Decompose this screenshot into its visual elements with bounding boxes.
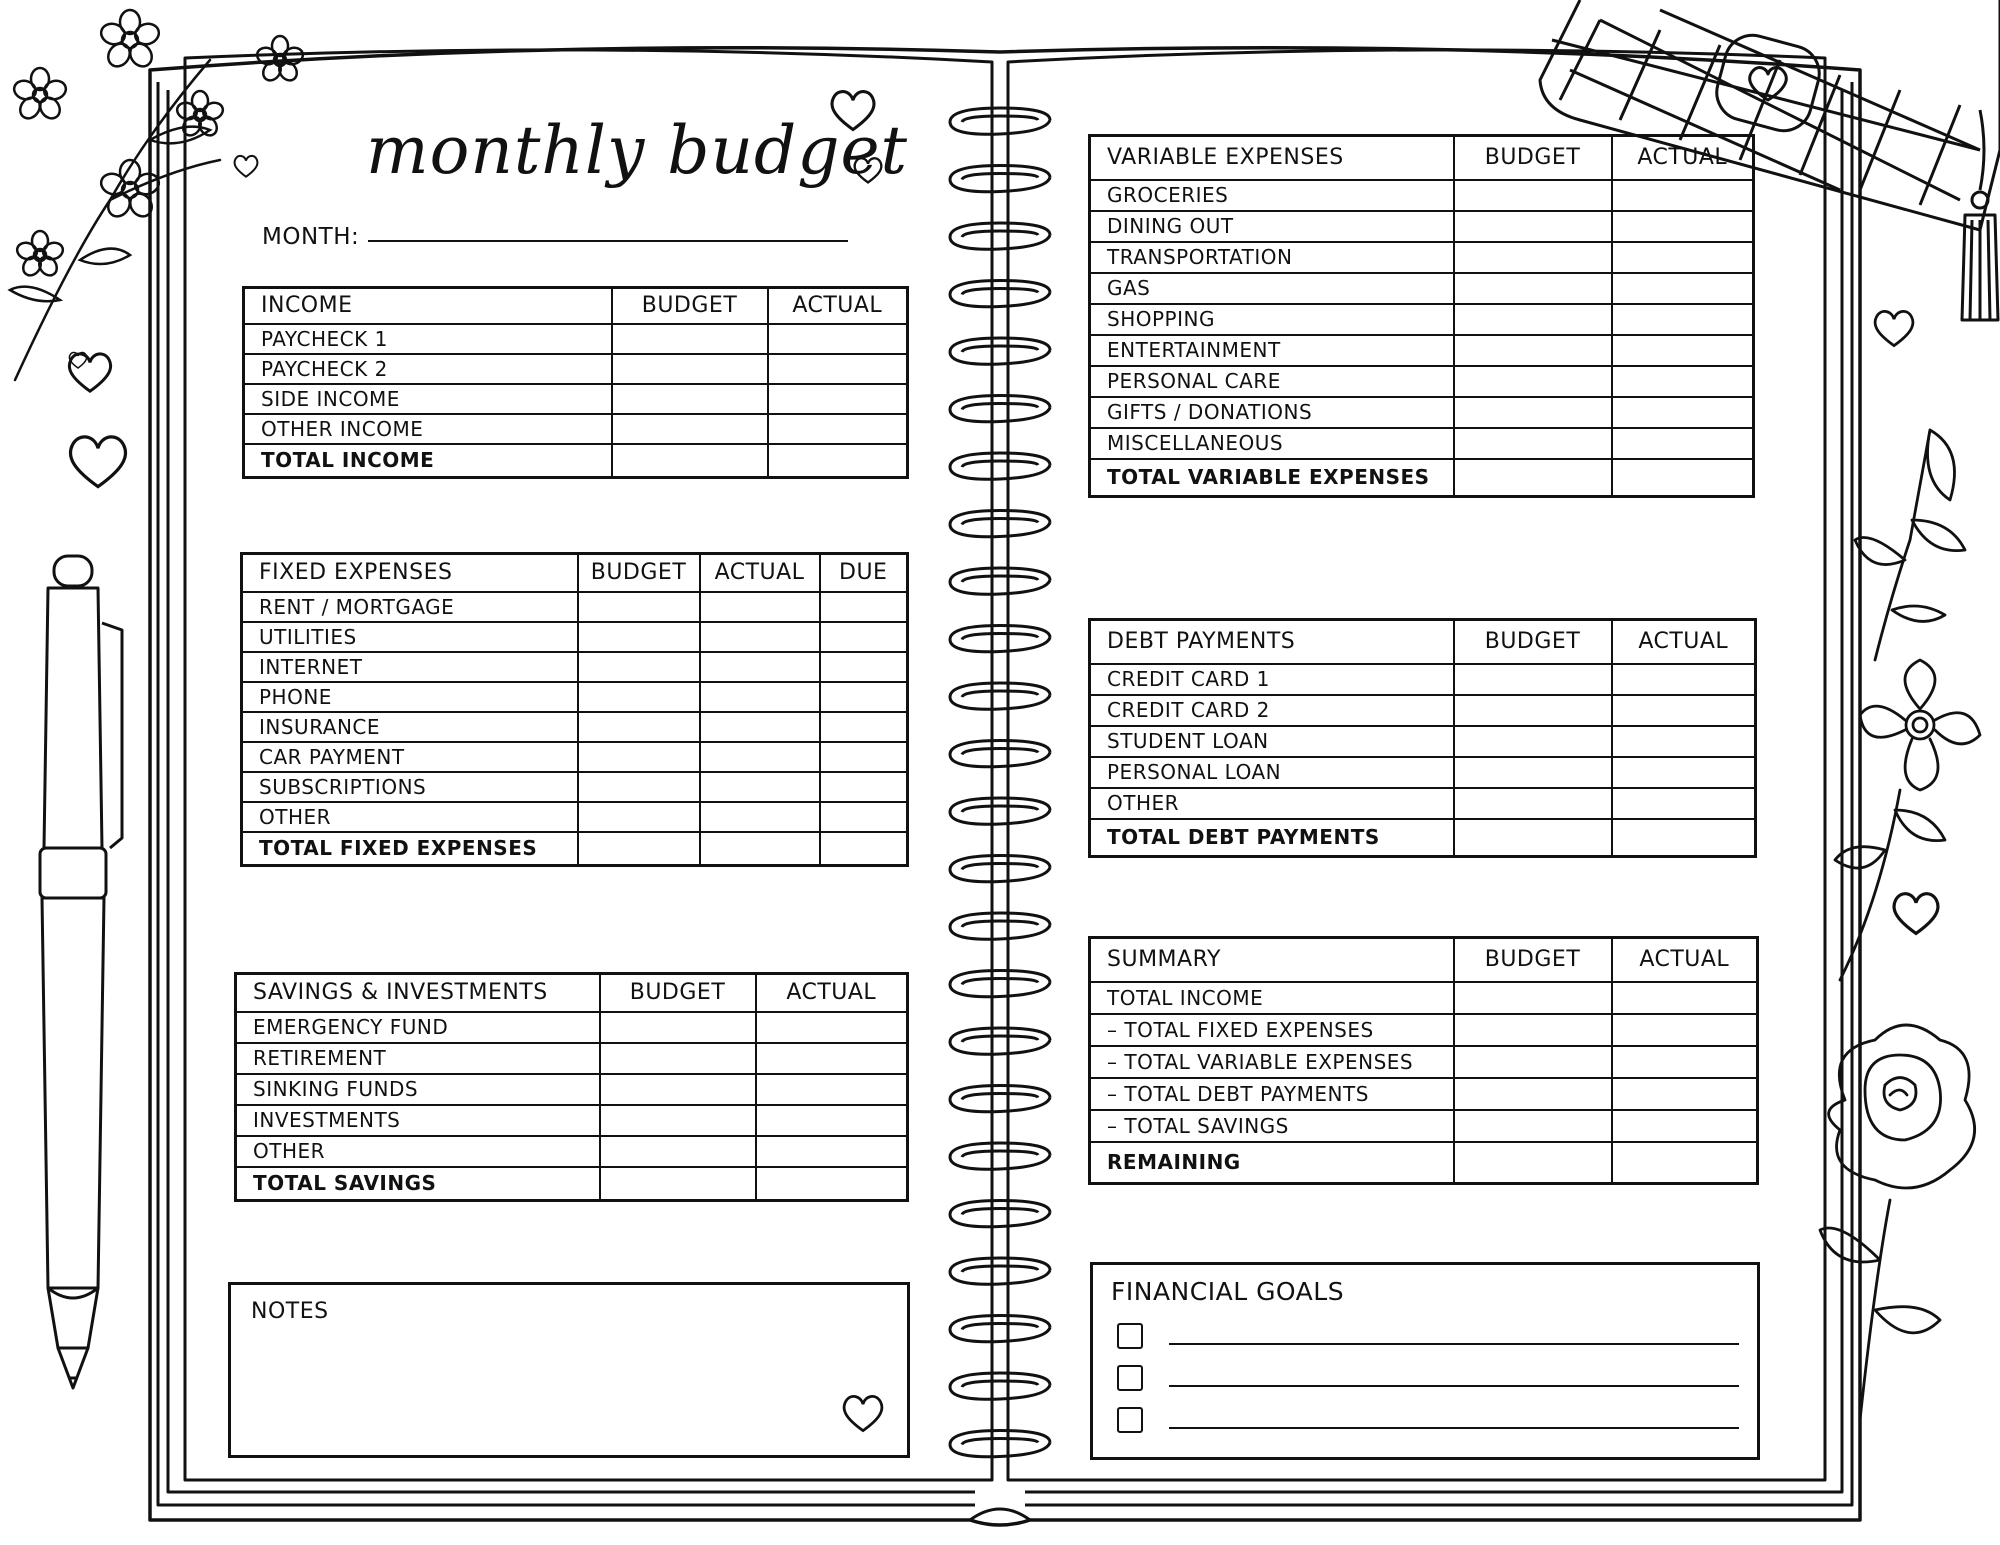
row-label: GAS [1090,273,1454,304]
table-row [1090,757,1756,788]
heart-icon [66,350,114,394]
row-label: RENT / MORTGAGE [242,592,578,622]
value-cell[interactable] [700,832,820,866]
table-header-row [1090,620,1756,664]
table-row [242,802,908,832]
row-label: ENTERTAINMENT [1090,335,1454,366]
spiral-ring [950,1143,1050,1169]
row-label: PHONE [242,682,578,712]
table-row [1090,428,1754,459]
value-cell[interactable] [1612,1014,1758,1046]
value-cell[interactable] [700,772,820,802]
column-header: BUDGET [578,554,700,592]
value-cell[interactable] [756,1012,908,1043]
section-title: INCOME [244,288,612,324]
spiral-ring [950,741,1050,767]
spiral-ring [950,1373,1050,1399]
value-cell[interactable] [1454,304,1612,335]
value-cell[interactable] [768,354,908,384]
row-label: GIFTS / DONATIONS [1090,397,1454,428]
value-cell[interactable] [768,324,908,354]
value-cell[interactable] [1454,726,1612,757]
month-label: MONTH: [262,224,360,250]
table-row [1090,211,1754,242]
value-cell[interactable] [1454,273,1612,304]
table-row [242,652,908,682]
total-row [1090,819,1756,857]
value-cell[interactable] [1612,428,1754,459]
value-cell[interactable] [820,712,908,742]
goal-input-line[interactable] [1169,1427,1739,1429]
value-cell[interactable] [1454,1014,1612,1046]
value-cell[interactable] [578,742,700,772]
table-header-row [236,974,908,1012]
row-label: OTHER [1090,788,1454,819]
column-header: BUDGET [1454,136,1612,180]
value-cell[interactable] [700,682,820,712]
value-cell[interactable] [600,1136,756,1167]
table-header-row [244,288,908,324]
column-header: BUDGET [1454,620,1612,664]
value-cell[interactable] [1454,1078,1612,1110]
row-label: PERSONAL LOAN [1090,757,1454,788]
row-label: – TOTAL SAVINGS [1090,1110,1454,1142]
value-cell[interactable] [1612,304,1754,335]
value-cell[interactable] [1612,273,1754,304]
table-row [1090,304,1754,335]
value-cell[interactable] [600,1167,756,1201]
goal-item [1117,1323,1717,1347]
value-cell[interactable] [612,444,768,478]
value-cell[interactable] [700,652,820,682]
spiral-ring [950,1201,1050,1227]
row-label: MISCELLANEOUS [1090,428,1454,459]
value-cell[interactable] [1612,242,1754,273]
value-cell[interactable] [1454,459,1612,497]
value-cell[interactable] [1612,1078,1758,1110]
fixed-expenses-table [240,552,909,867]
summary-table [1088,936,1759,1185]
spiral-ring [950,108,1050,134]
table-row [236,1074,908,1105]
row-label: REMAINING [1090,1142,1454,1184]
value-cell[interactable] [820,652,908,682]
total-row [1090,1142,1758,1184]
table-row [1090,1046,1758,1078]
value-cell[interactable] [612,354,768,384]
value-cell[interactable] [578,622,700,652]
value-cell[interactable] [1612,1142,1758,1184]
row-label: OTHER [236,1136,600,1167]
total-row [1090,459,1754,497]
spiral-ring [950,1086,1050,1112]
table-row [1090,366,1754,397]
value-cell[interactable] [1612,1046,1758,1078]
total-row [242,832,908,866]
row-label: – TOTAL FIXED EXPENSES [1090,1014,1454,1046]
spiral-ring [950,453,1050,479]
row-label: CAR PAYMENT [242,742,578,772]
value-cell[interactable] [600,1012,756,1043]
value-cell[interactable] [820,832,908,866]
value-cell[interactable] [700,712,820,742]
value-cell[interactable] [1612,788,1756,819]
income-table [242,286,909,479]
value-cell[interactable] [1454,664,1612,695]
row-label: SHOPPING [1090,304,1454,335]
table-header-row [1090,136,1754,180]
value-cell[interactable] [1612,819,1756,857]
value-cell[interactable] [578,802,700,832]
section-title: SUMMARY [1090,938,1454,982]
spiral-ring [950,396,1050,422]
table-row [1090,273,1754,304]
value-cell[interactable] [1454,335,1612,366]
value-cell[interactable] [756,1105,908,1136]
value-cell[interactable] [1454,211,1612,242]
row-label: PAYCHECK 1 [244,324,612,354]
goal-checkbox[interactable] [1117,1365,1143,1391]
value-cell[interactable] [612,324,768,354]
table-row [244,414,908,444]
spiral-ring [950,166,1050,192]
value-cell[interactable] [1612,1110,1758,1142]
column-header: ACTUAL [768,288,908,324]
heart-icon [66,432,130,490]
value-cell[interactable] [1454,982,1612,1014]
row-label: SINKING FUNDS [236,1074,600,1105]
value-cell[interactable] [1454,695,1612,726]
table-row [1090,335,1754,366]
value-cell[interactable] [1612,459,1754,497]
value-cell[interactable] [768,384,908,414]
row-label: SIDE INCOME [244,384,612,414]
rose-icon [1780,420,2000,1420]
spiral-ring [950,338,1050,364]
row-label: GROCERIES [1090,180,1454,211]
section-title: FIXED EXPENSES [242,554,578,592]
row-label: OTHER INCOME [244,414,612,444]
total-row [244,444,908,478]
value-cell[interactable] [700,802,820,832]
value-cell[interactable] [600,1105,756,1136]
heart-icon [1872,308,1916,348]
goal-checkbox[interactable] [1117,1323,1143,1349]
row-label: CREDIT CARD 2 [1090,695,1454,726]
value-cell[interactable] [756,1167,908,1201]
value-cell[interactable] [1454,180,1612,211]
spiral-ring [950,223,1050,249]
table-row [244,354,908,384]
table-row [1090,1110,1758,1142]
table-row [242,772,908,802]
table-row [236,1136,908,1167]
spiral-ring [950,281,1050,307]
heart-icon [841,1393,885,1433]
spiral-ring [950,511,1050,537]
table-row [236,1043,908,1074]
value-cell[interactable] [1454,397,1612,428]
row-label: INVESTMENTS [236,1105,600,1136]
table-row [244,384,908,414]
spiral-ring [950,798,1050,824]
table-row [1090,695,1756,726]
value-cell[interactable] [1612,757,1756,788]
column-header: ACTUAL [1612,938,1758,982]
spiral-ring [950,626,1050,652]
value-cell[interactable] [1612,664,1756,695]
column-header: ACTUAL [1612,136,1754,180]
row-label: – TOTAL VARIABLE EXPENSES [1090,1046,1454,1078]
spiral-binding [940,90,1060,1490]
row-label: INSURANCE [242,712,578,742]
row-label: EMERGENCY FUND [236,1012,600,1043]
value-cell[interactable] [768,444,908,478]
table-row [1090,982,1758,1014]
value-cell[interactable] [1612,397,1754,428]
section-title: SAVINGS & INVESTMENTS [236,974,600,1012]
value-cell[interactable] [768,414,908,444]
goal-item [1117,1407,1717,1431]
total-row [236,1167,908,1201]
spiral-ring [950,1316,1050,1342]
value-cell[interactable] [578,592,700,622]
column-header: ACTUAL [700,554,820,592]
pen-icon [18,548,128,1398]
row-label: TOTAL INCOME [1090,982,1454,1014]
value-cell[interactable] [1612,335,1754,366]
column-header: DUE [820,554,908,592]
value-cell[interactable] [820,682,908,712]
value-cell[interactable] [1454,819,1612,857]
table-row [1090,788,1756,819]
notes-box[interactable] [228,1282,910,1458]
financial-goals-box [1090,1262,1760,1460]
table-row [1090,1014,1758,1046]
row-label: PAYCHECK 2 [244,354,612,384]
row-label: OTHER [242,802,578,832]
value-cell[interactable] [578,682,700,712]
value-cell[interactable] [578,832,700,866]
spiral-ring [950,1431,1050,1457]
table-row [1090,664,1756,695]
value-cell[interactable] [1612,366,1754,397]
row-label: STUDENT LOAN [1090,726,1454,757]
goal-input-line[interactable] [1169,1385,1739,1387]
goal-input-line[interactable] [1169,1343,1739,1345]
value-cell[interactable] [1612,211,1754,242]
variable-expenses-table [1088,134,1755,498]
value-cell[interactable] [600,1043,756,1074]
value-cell[interactable] [578,652,700,682]
goal-item [1117,1365,1717,1389]
row-label: TRANSPORTATION [1090,242,1454,273]
financial-goals-label: FINANCIAL GOALS [1111,1277,1345,1306]
value-cell[interactable] [578,772,700,802]
value-cell[interactable] [820,742,908,772]
value-cell[interactable] [612,384,768,414]
table-row [1090,242,1754,273]
row-label: UTILITIES [242,622,578,652]
row-label: TOTAL INCOME [244,444,612,478]
value-cell[interactable] [700,742,820,772]
debt-payments-table [1088,618,1757,858]
value-cell[interactable] [820,622,908,652]
row-label: RETIREMENT [236,1043,600,1074]
table-row [242,712,908,742]
table-row [244,324,908,354]
table-row [1090,726,1756,757]
value-cell[interactable] [1454,428,1612,459]
row-label: PERSONAL CARE [1090,366,1454,397]
value-cell[interactable] [1454,1046,1612,1078]
table-row [242,592,908,622]
spiral-ring [950,913,1050,939]
value-cell[interactable] [1612,726,1756,757]
table-row [242,682,908,712]
section-title: VARIABLE EXPENSES [1090,136,1454,180]
column-header: ACTUAL [1612,620,1756,664]
value-cell[interactable] [1454,242,1612,273]
table-row [1090,1078,1758,1110]
savings-table [234,972,909,1202]
row-label: – TOTAL DEBT PAYMENTS [1090,1078,1454,1110]
row-label: SUBSCRIPTIONS [242,772,578,802]
value-cell[interactable] [700,622,820,652]
value-cell[interactable] [820,592,908,622]
value-cell[interactable] [600,1074,756,1105]
row-label: TOTAL FIXED EXPENSES [242,832,578,866]
row-label: INTERNET [242,652,578,682]
table-header-row [242,554,908,592]
value-cell[interactable] [820,772,908,802]
value-cell[interactable] [1612,180,1754,211]
row-label: TOTAL DEBT PAYMENTS [1090,819,1454,857]
spiral-ring [950,1028,1050,1054]
value-cell[interactable] [756,1043,908,1074]
table-row [242,622,908,652]
column-header: ACTUAL [756,974,908,1012]
value-cell[interactable] [1612,982,1758,1014]
table-row [236,1105,908,1136]
table-row [1090,180,1754,211]
table-row [236,1012,908,1043]
value-cell[interactable] [612,414,768,444]
month-input[interactable] [368,240,848,242]
value-cell[interactable] [1454,366,1612,397]
value-cell[interactable] [820,802,908,832]
value-cell[interactable] [578,712,700,742]
row-label: TOTAL VARIABLE EXPENSES [1090,459,1454,497]
notes-label: NOTES [251,1299,329,1324]
value-cell[interactable] [756,1136,908,1167]
value-cell[interactable] [1454,1110,1612,1142]
page-title: monthly budget [366,112,909,189]
value-cell[interactable] [1454,1142,1612,1184]
spiral-ring [950,971,1050,997]
column-header: BUDGET [1454,938,1612,982]
spiral-ring [950,856,1050,882]
row-label: TOTAL SAVINGS [236,1167,600,1201]
row-label: CREDIT CARD 1 [1090,664,1454,695]
value-cell[interactable] [1612,695,1756,726]
column-header: BUDGET [600,974,756,1012]
goal-checkbox[interactable] [1117,1407,1143,1433]
spiral-ring [950,1258,1050,1284]
value-cell[interactable] [700,592,820,622]
value-cell[interactable] [1454,788,1612,819]
column-header: BUDGET [612,288,768,324]
table-row [1090,397,1754,428]
heart-icon [232,154,260,178]
table-header-row [1090,938,1758,982]
value-cell[interactable] [1454,757,1612,788]
spiral-ring [950,568,1050,594]
value-cell[interactable] [756,1074,908,1105]
spiral-ring [950,683,1050,709]
row-label: DINING OUT [1090,211,1454,242]
table-row [242,742,908,772]
section-title: DEBT PAYMENTS [1090,620,1454,664]
